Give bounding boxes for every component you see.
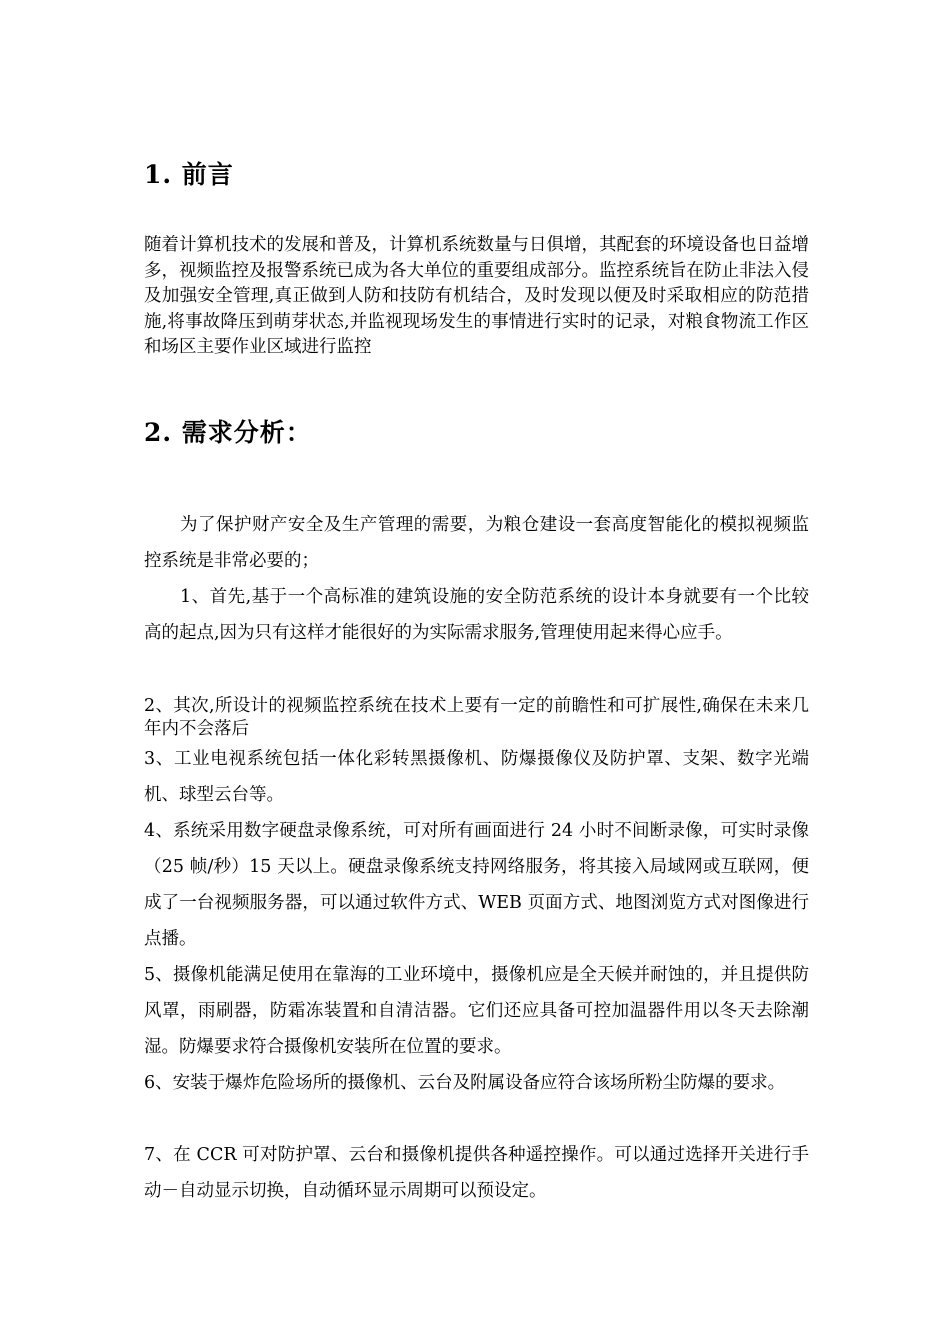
requirement-item-3: 3、工业电视系统包括一体化彩转黑摄像机、防爆摄像仪及防护罩、支架、数字光端机、球型云台等。 — [144, 749, 809, 805]
section-2-intro: 为了保护财产安全及生产管理的需要，为粮仓建设一套高度智能化的模拟视频监控系统是非常必要的； — [144, 515, 809, 571]
requirement-item-1: 1、首先,基于一个高标准的建筑设施的安全防范系统的设计本身就要有一个比较高的起点,因为只有这样才能很好的为实际需求服务,管理使用起来得心应手。 — [144, 587, 809, 643]
section-2-heading: 2. 需求分析： — [144, 418, 312, 447]
requirement-item-5: 5、摄像机能满足使用在靠海的工业环境中，摄像机应是全天候并耐蚀的，并且提供防风罩，雨刷器，防霜冻装置和自清洁器。它们还应具备可控加温器件用以冬天去除潮湿。防爆要求符合摄像机安装所在位置的要求。 — [144, 965, 809, 1057]
requirement-item-6: 6、安装于爆炸危险场所的摄像机、云台及附属设备应符合该场所粉尘防爆的要求。 — [144, 1073, 786, 1093]
requirement-item-2: 2、其次,所设计的视频监控系统在技术上要有一定的前瞻性和可扩展性,确保在未来几年内不会落后 — [144, 696, 809, 739]
requirement-item-7: 7、在 CCR 可对防护罩、云台和摄像机提供各种遥控操作。可以通过选择开关进行手动－自动显示切换，自动循环显示周期可以预设定。 — [144, 1145, 809, 1201]
section-1-body: 随着计算机技术的发展和普及，计算机系统数量与日俱增，其配套的环境设备也日益增多，视频监控及报警系统已成为各大单位的重要组成部分。监控系统旨在防止非法入侵及加强安全管理,真正做到人防和技防有机结合，及时发现以便及时采取相应的防范措施,将事故降压到萌芽状态,并监视现场发生的事情进行实时的记录，对粮食物流工作区和场区主要作业区域进行监控 — [144, 235, 809, 358]
section-1-heading: 1. 前言 — [144, 160, 234, 189]
requirement-item-4: 4、系统采用数字硬盘录像系统，可对所有画面进行 24 小时不间断录像，可实时录像（25 帧/秒）15 天以上。硬盘录像系统支持网络服务，将其接入局域网或互联网，便成了一台视频服务器，可以通过软件方式、WEB 页面方式、地图浏览方式对图像进行点播。 — [144, 821, 809, 949]
